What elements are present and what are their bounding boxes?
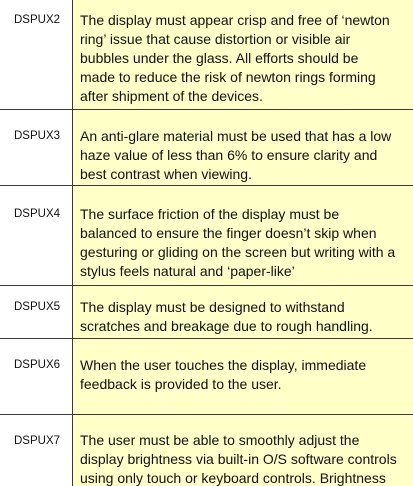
- requirement-text: The user must be able to smoothly adjust the display brightness via built-in O/S software controls using only touch or keyboard controls. Brightness: [73, 415, 413, 486]
- table-row: [0, 110, 413, 186]
- table-row: [0, 339, 413, 415]
- table-row: [0, 186, 413, 286]
- requirement-id: DSPUX6: [0, 339, 73, 414]
- requirement-id: DSPUX7: [0, 415, 73, 486]
- table-row: [0, 286, 413, 339]
- requirement-text: The surface friction of the display must be balanced to ensure the finger doesn’t skip when gesturing or gliding on the screen but writing with a stylus feels natural and ‘paper-like’: [73, 186, 413, 285]
- requirement-text: An anti-glare material must be used that has a low haze value of less than 6% to ensure clarity and best contrast when viewing.: [73, 110, 413, 185]
- table-row: [0, 0, 413, 110]
- requirement-text: When the user touches the display, immediate feedback is provided to the user.: [73, 339, 413, 414]
- requirement-id: DSPUX3: [0, 110, 73, 185]
- table-row: [0, 415, 413, 486]
- requirement-text: The display must appear crisp and free of ‘newton ring’ issue that cause distortion or visible air bubbles under the glass. All efforts should be made to reduce the risk of newton rings forming after shipment of the devices.: [73, 0, 413, 109]
- requirement-id: DSPUX4: [0, 186, 73, 285]
- requirement-text: The display must be designed to withstand scratches and breakage due to rough handling.: [73, 286, 413, 338]
- requirement-id: DSPUX5: [0, 286, 73, 338]
- requirement-id: DSPUX2: [0, 0, 73, 109]
